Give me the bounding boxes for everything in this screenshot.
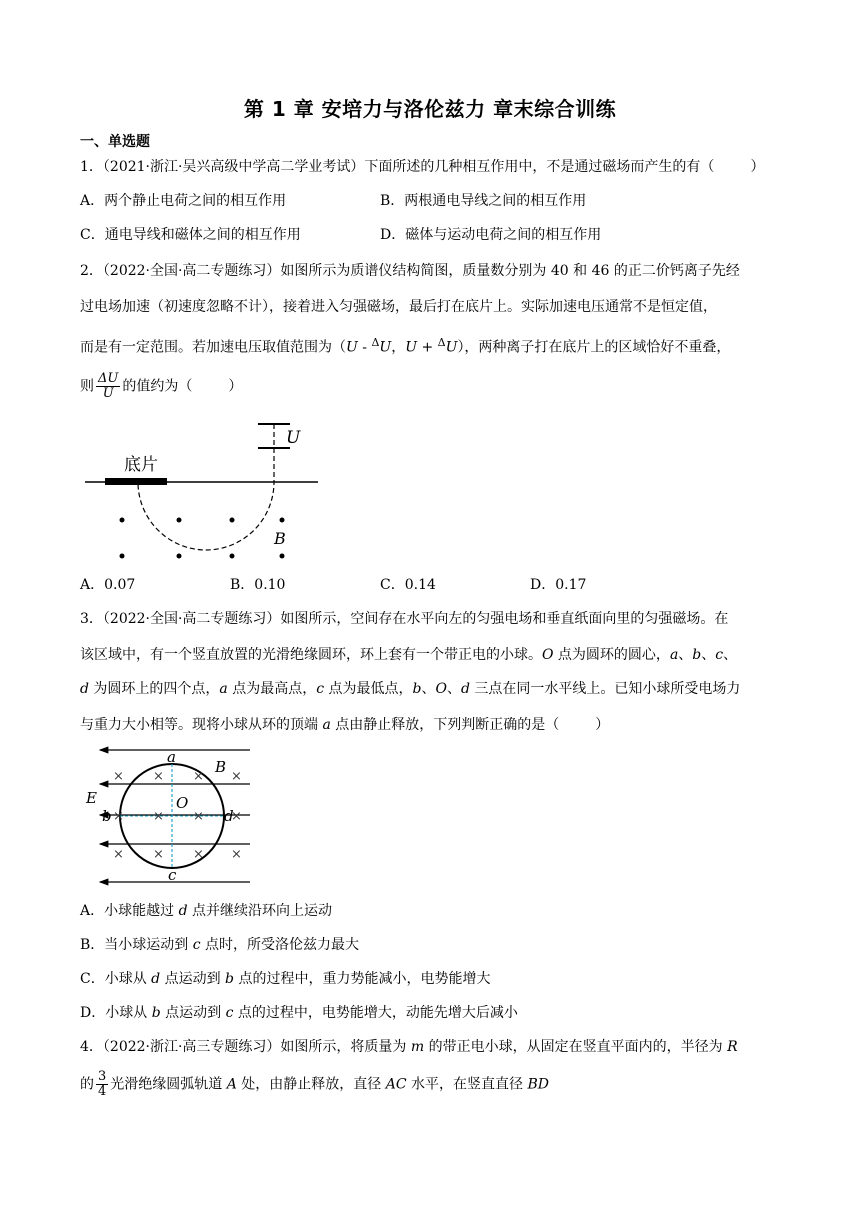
svg-text:E: E (86, 789, 97, 807)
q3-option-b[interactable]: B．当小球运动到 c 点时，所受洛伦兹力最大 (80, 937, 360, 953)
q2-stem-line2: 过电场加速（初速度忽略不计），接着进入匀强磁场，最后打在底片上。实际加速电压通常不是恒定值， (80, 299, 717, 315)
q3-stem-line3: d 为圆环上的四个点，a 点为最高点，c 点为最低点，b、O、d 三点在同一水平线上。已知小球所受电场力 (80, 681, 741, 697)
q4-fraction: $\frac{3}{4}$ (98, 1069, 107, 1099)
q1-option-d[interactable]: D．磁体与运动电荷之间的相互作用 (380, 227, 602, 243)
plate-label: 底片 (124, 455, 158, 475)
svg-text:×: × (231, 847, 242, 862)
svg-text:b: b (102, 807, 112, 825)
svg-text:×: × (193, 809, 204, 824)
svg-text:×: × (193, 769, 204, 784)
q3-option-a[interactable]: A．小球能越过 d 点并继续沿环向上运动 (80, 903, 332, 919)
q2-option-b[interactable]: B．0.10 (230, 577, 286, 593)
q3-stem-line1: 3．（2022·全国·高二专题练习）如图所示，空间存在水平向左的匀强电场和垂直纸面向里的匀强磁场。在 (80, 611, 729, 627)
q2-stem-line4: 则 $\frac{\Delta U}{U}$ 的值约为（ ） (80, 371, 243, 401)
q2-option-c[interactable]: C．0.14 (380, 577, 436, 593)
plate-rect (105, 478, 167, 485)
svg-text:d: d (224, 807, 234, 825)
q1-stem: 1．（2021·浙江·吴兴高级中学高二学业考试）下面所述的几种相互作用中，不是通过磁场而产生的有（ ） (80, 159, 765, 175)
field-dots (120, 518, 285, 559)
voltage-label: U (286, 428, 301, 448)
q3-ring-field-figure (80, 744, 260, 890)
field-label: B (274, 529, 286, 548)
q2-option-a[interactable]: A．0.07 (80, 577, 136, 593)
svg-text:×: × (231, 769, 242, 784)
svg-text:×: × (193, 847, 204, 862)
q2-option-d[interactable]: D．0.17 (530, 577, 587, 593)
svg-text:×: × (113, 769, 124, 784)
svg-text:B: B (215, 758, 227, 776)
q2-fraction: $\frac{\Delta U}{U}$ (98, 371, 119, 401)
svg-text:×: × (153, 809, 164, 824)
section-heading: 一、单选题 (80, 134, 150, 150)
q1-option-c[interactable]: C．通电导线和磁体之间的相互作用 (80, 227, 301, 243)
q3-stem-line4: 与重力大小相等。现将小球从环的顶端 a 点由静止释放，下列判断正确的是（ ） (80, 717, 610, 733)
q4-stem-line2: 的 $\frac{3}{4}$ 光滑绝缘圆弧轨道 A 处，由静止释放，直径 AC 水平，在竖直直径 BD (80, 1069, 550, 1099)
page-title: 第 1 章 安培力与洛伦兹力 章末综合训练 (243, 97, 617, 121)
svg-text:×: × (153, 769, 164, 784)
q2-stem-line1: 2．（2022·全国·高二专题练习）如图所示为质谱仪结构简图，质量数分别为 40 和 46 的正二价钙离子先经 (80, 263, 740, 279)
svg-text:c: c (168, 866, 177, 884)
q1-option-b[interactable]: B．两根通电导线之间的相互作用 (380, 193, 587, 209)
svg-text:O: O (176, 794, 189, 812)
q1-option-a[interactable]: A．两个静止电荷之间的相互作用 (80, 193, 287, 209)
q2-stem-line3: 而是有一定范围。若加速电压取值范围为（U - $^\Delta$U，U + $^\Delta$U），两种离子打在底片上的区域恰好不重叠， (80, 336, 731, 356)
q2-mass-spectrometer-figure (80, 418, 330, 568)
q3-option-c[interactable]: C．小球从 d 点运动到 b 点的过程中，重力势能减小，电势能增大 (80, 971, 491, 987)
svg-text:×: × (113, 847, 124, 862)
svg-text:×: × (231, 809, 242, 824)
q3-option-d[interactable]: D．小球从 b 点运动到 c 点的过程中，电势能增大，动能先增大后减小 (80, 1005, 518, 1021)
svg-text:×: × (153, 847, 164, 862)
q3-stem-line2: 该区域中，有一个竖直放置的光滑绝缘圆环，环上套有一个带正电的小球。O 点为圆环的圆心，a、b、c、 (80, 647, 738, 663)
q4-stem-line1: 4．（2022·浙江·高三专题练习）如图所示，将质量为 m 的带正电小球，从固定在竖直平面内的，半径为 R (80, 1039, 738, 1055)
svg-text:a: a (167, 748, 176, 766)
svg-text:×: × (113, 809, 124, 824)
